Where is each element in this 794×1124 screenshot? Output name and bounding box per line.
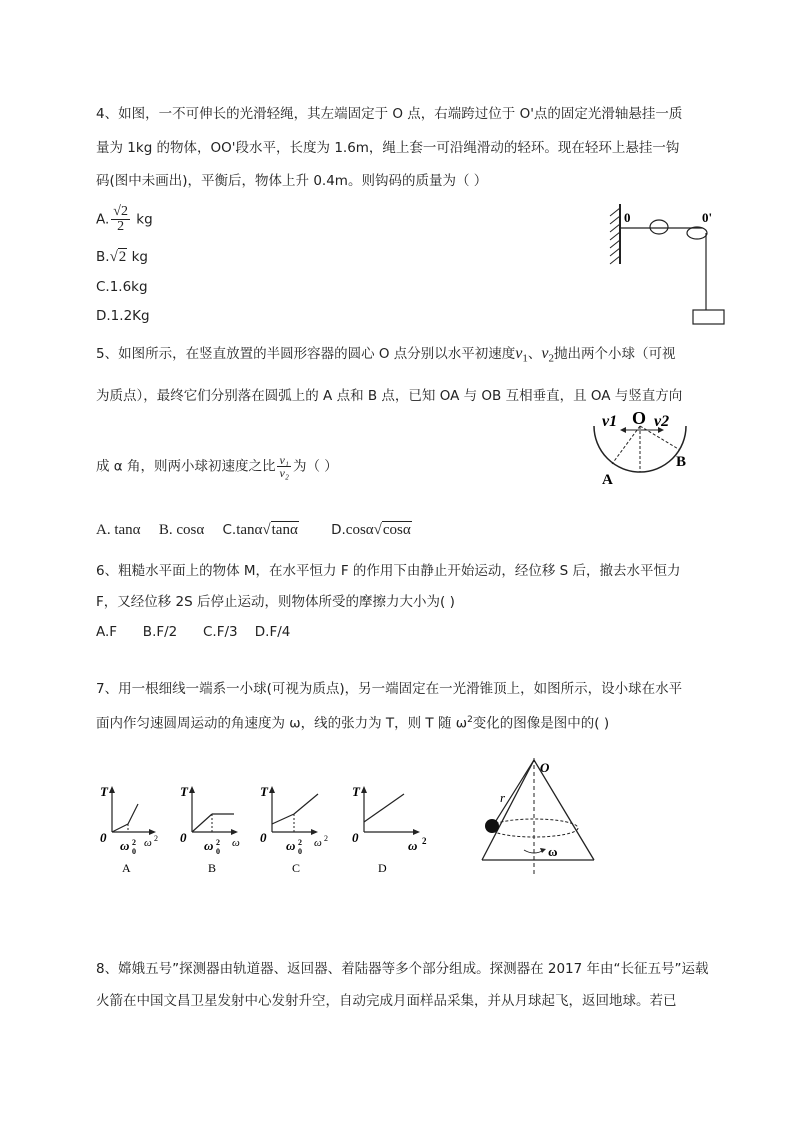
svg-text:2: 2 — [422, 836, 427, 846]
svg-text:ω: ω — [286, 838, 296, 853]
q4-option-a: A. $\frac{√2}{2}$ kg — [96, 204, 153, 234]
svg-text:0: 0 — [100, 830, 107, 845]
q7-line-2: 面内作匀速圆周运动的角速度为 ω，线的张力为 T，则 T 随 $\omega^2$变化的图像是图中的( ) — [96, 715, 610, 732]
q7-graph-a — [98, 784, 168, 876]
fig-label-o: 0 — [624, 210, 631, 225]
fig-label-o: O — [632, 408, 647, 428]
svg-text:0: 0 — [216, 847, 220, 856]
q6-line-1: 6、粗糙水平面上的物体 M，在水平恒力 F 的作用下由静止开始运动，经位移 S 后，撤去水平恒力 — [96, 563, 681, 579]
svg-text:2: 2 — [216, 838, 220, 847]
svg-text:0: 0 — [132, 847, 136, 856]
q4-line-2: 量为 1kg 的物体，OO'段水平，长度为 1.6m，绳上套一可沿绳滑动的轻环。现在轻环上悬挂一钩 — [96, 140, 680, 156]
q4-line-1: 4、如图，一不可伸长的光滑轻绳，其左端固定于 O 点，右端跨过位于 O'点的固定光滑轴悬挂一质 — [96, 106, 683, 122]
cone-label-omega: ω — [548, 844, 558, 859]
graph-d-label: D — [378, 861, 387, 875]
q7-graph-c — [258, 784, 336, 876]
svg-text:0: 0 — [352, 830, 359, 845]
fig-label-a: A — [602, 472, 613, 488]
svg-text:ω: ω — [232, 837, 240, 849]
q4-figure — [596, 200, 736, 330]
svg-text:2: 2 — [324, 834, 328, 843]
svg-text:T: T — [180, 784, 188, 799]
q5-line-2: 为质点），最终它们分别落在圆弧上的 A 点和 B 点，已知 OA 与 OB 互相垂直，且 OA 与竖直方向 — [96, 388, 683, 404]
fig-label-v1: v1 — [602, 413, 618, 430]
fig-label-b: B — [676, 454, 687, 470]
q5-line-1: 5、如图所示，在竖直放置的半圆形容器的圆心 O 点分别以水平初速度$v_1$、$v_2$抛出两个小球（可视 — [96, 345, 676, 365]
q5-figure — [592, 410, 704, 492]
svg-text:ω: ω — [408, 838, 418, 853]
q4-option-b: B.√2 kg — [96, 249, 148, 265]
q7-graph-b — [178, 784, 252, 876]
svg-text:2: 2 — [298, 838, 302, 847]
svg-text:0: 0 — [260, 830, 267, 845]
cone-label-o: O — [540, 760, 550, 775]
q5-options: A. tanα B. cosα C.tanα√tanα D.cosα√cosα — [96, 522, 411, 538]
q5-line-3: 成 α 角，则两小球初速度之比 $\frac{\text{v₁}}{\text{v₂}}$ 为（ ） — [96, 453, 338, 480]
graph-c-label: C — [292, 861, 301, 875]
q7-graph-d — [350, 784, 440, 876]
svg-text:2: 2 — [132, 838, 136, 847]
svg-text:ω: ω — [120, 838, 130, 853]
q8-line-2: 火箭在中国文昌卫星发射中心发射升空，自动完成月面样品采集，并从月球起飞，返回地球。若已 — [96, 993, 677, 1009]
svg-text:0: 0 — [298, 847, 302, 856]
svg-text:ω: ω — [204, 838, 214, 853]
svg-text:T: T — [260, 784, 268, 799]
q4-option-c: C.1.6kg — [96, 279, 148, 295]
q4-option-d: D.1.2Kg — [96, 308, 150, 324]
svg-text:T: T — [100, 784, 108, 799]
svg-text:T: T — [352, 784, 360, 799]
q7-cone-figure — [478, 752, 608, 880]
q4-line-3: 码(图中未画出)，平衡后，物体上升 0.4m。则钩码的质量为（ ） — [96, 173, 488, 189]
svg-text:2: 2 — [154, 834, 158, 843]
q6-line-2: F，又经位移 2S 后停止运动，则物体所受的摩擦力大小为( ) — [96, 594, 455, 610]
q8-line-1: 8、嫦娥五号”探测器由轨道器、返回器、着陆器等多个部分组成。探测器在 2017 年由“长征五号”运载 — [96, 961, 709, 977]
q6-options: A.F B.F/2 C.F/3 D.F/4 — [96, 624, 291, 640]
q7-line-1: 7、用一根细线一端系一小球(可视为质点)，另一端固定在一光滑锥顶上，如图所示，设小球在水平 — [96, 681, 683, 697]
svg-text:ω: ω — [144, 837, 152, 849]
cone-label-r: r — [500, 790, 506, 805]
fig-label-v2: v2 — [654, 413, 670, 430]
svg-text:0: 0 — [180, 830, 187, 845]
graph-b-label: B — [208, 861, 217, 875]
fig-label-o-prime: 0' — [702, 210, 713, 225]
graph-a-label: A — [122, 861, 131, 875]
svg-text:ω: ω — [314, 837, 322, 849]
